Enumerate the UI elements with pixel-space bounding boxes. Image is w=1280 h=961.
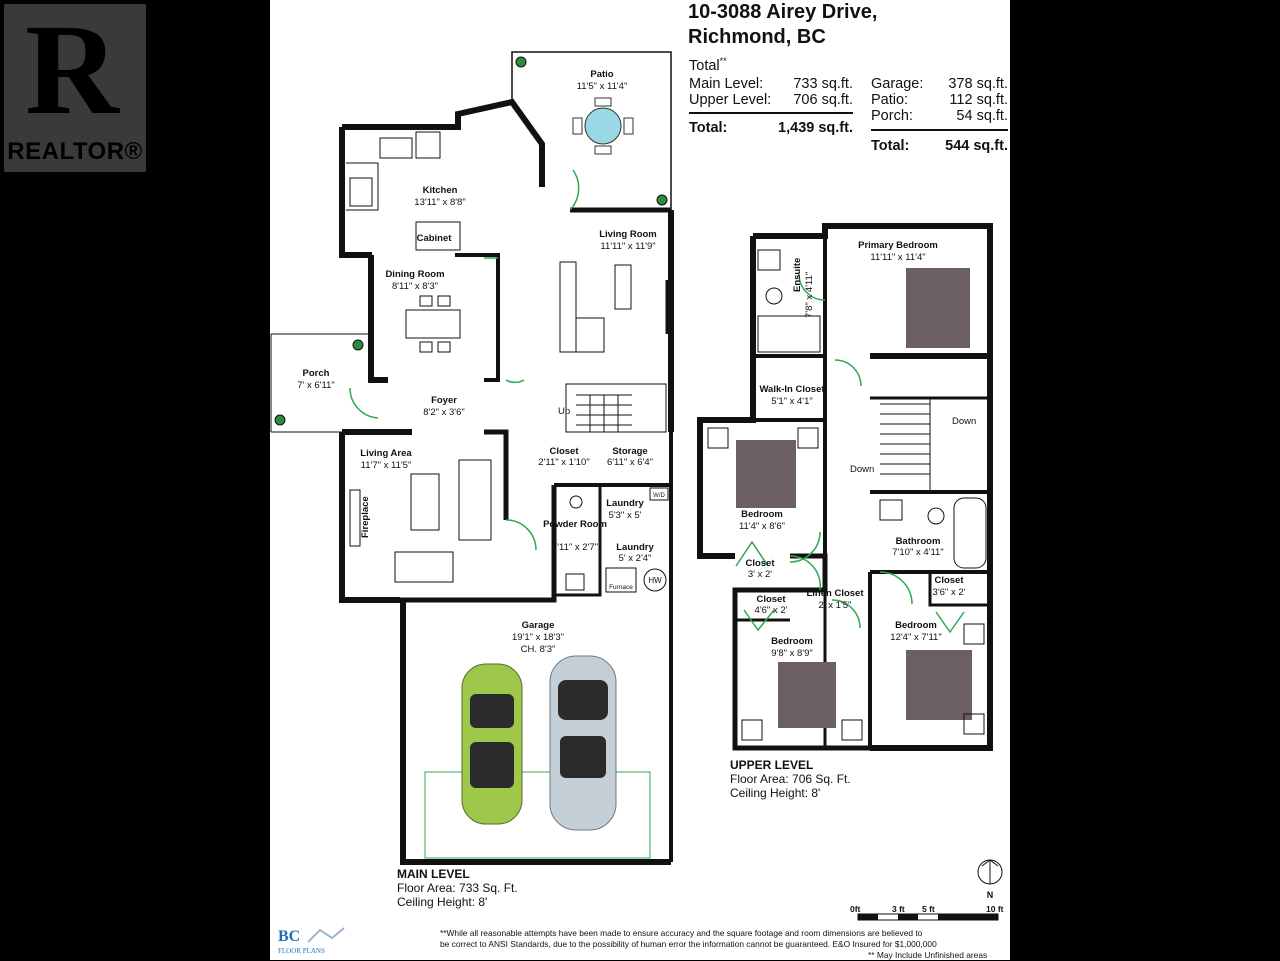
- kitchen-name: Kitchen: [422, 185, 458, 196]
- total-label: Total:: [689, 120, 728, 136]
- living-area-door: [506, 520, 536, 550]
- powder-toilet: [570, 496, 582, 508]
- laundry2-dims: 5' x 2'4": [618, 553, 652, 564]
- disclaimer-line-2: be correct to ANSI Standards, due to the possibility of human error the information cannot be guaranteed. E&O Insured for $1,000,000: [440, 939, 937, 949]
- dining-room-dims: 8'11" x 8'3": [391, 281, 439, 292]
- powder-room-name: Powder Room: [543, 519, 607, 530]
- main-doors: [350, 170, 579, 550]
- bathtub: [954, 498, 986, 568]
- garage-label: Garage:: [871, 76, 924, 92]
- dining-chair: [438, 342, 450, 352]
- closet3-name: Closet: [756, 594, 786, 605]
- nightstand: [708, 428, 728, 448]
- closet2-name: Closet: [934, 575, 964, 586]
- upper-level-heading: UPPER LEVEL: [730, 758, 814, 772]
- upper-level-plan: [700, 226, 1002, 920]
- nightstand: [798, 428, 818, 448]
- closet2-door: [936, 612, 964, 632]
- main-level-area: Floor Area: 733 Sq. Ft.: [397, 881, 518, 895]
- nightstand: [964, 624, 984, 644]
- walk-in-closet-dims: 5'1" x 4'1": [771, 396, 813, 407]
- foyer-name: Foyer: [431, 395, 457, 406]
- wd-label: W/D: [653, 493, 665, 499]
- main-level-label: Main Level:: [689, 76, 764, 92]
- main-stairs: [566, 384, 666, 432]
- upper-stairs: [880, 398, 930, 492]
- scale-label-5: 5 ft: [922, 904, 935, 914]
- patio-chair: [595, 146, 611, 154]
- kitchen-dims: 13'11" x 8'8": [414, 197, 466, 208]
- floor-plan-sheet: [270, 0, 1010, 960]
- closet3-dims: 4'6" x 2': [754, 605, 788, 616]
- ensuite-shower: [758, 316, 820, 352]
- nightstand: [742, 720, 762, 740]
- patio-dims: 11'5" x 11'4": [576, 81, 628, 92]
- realtor-logo: [0, 0, 150, 176]
- ensuite-sink: [758, 250, 780, 270]
- down-label: Down: [952, 416, 977, 427]
- extra-total-label: Total:: [871, 138, 910, 154]
- dishwasher: [416, 132, 440, 158]
- patio-chair: [595, 98, 611, 106]
- main-level-ceiling: Ceiling Height: 8': [397, 895, 488, 909]
- nightstand: [842, 720, 862, 740]
- dining-chair: [420, 342, 432, 352]
- address-line-1: 10-3088 Airey Drive,: [688, 1, 878, 23]
- realtor-letter: R: [25, 0, 119, 142]
- living-area-sofa: [395, 552, 453, 582]
- living-area-east-wall: [484, 432, 506, 520]
- patio-value: 112 sq.ft.: [949, 92, 1008, 108]
- living-sofa: [560, 262, 576, 352]
- laundry-wall: [551, 485, 600, 595]
- plant-icon: [353, 340, 363, 350]
- dining-room-name: Dining Room: [385, 269, 445, 280]
- patio-door: [570, 170, 579, 210]
- silver-car: [550, 656, 616, 830]
- primary-bedroom-dims: 11'11" x 11'4": [870, 252, 926, 263]
- bedroom3-dims: 12'4" x 7'11": [890, 632, 942, 643]
- main-level-value: 733 sq.ft.: [793, 76, 853, 92]
- garage-name: Garage: [521, 620, 555, 631]
- living-room-name: Living Room: [599, 229, 657, 240]
- storage-dims: 6'11" x 6'4": [606, 457, 654, 468]
- dining-chair: [420, 296, 432, 306]
- extra-total-value: 544 sq.ft.: [945, 138, 1008, 154]
- plant-icon: [657, 195, 667, 205]
- bedroom3-bed: [906, 650, 972, 720]
- bathroom-dims: 7'10" x 4'11": [892, 547, 944, 558]
- furnace-label: Furnace: [609, 584, 633, 591]
- bathroom-name: Bathroom: [895, 536, 941, 547]
- bedroom2-dims: 9'8" x 8'9": [771, 648, 813, 659]
- storage-name: Storage: [612, 446, 648, 457]
- patio-table: [585, 108, 621, 144]
- ensuite-name: Ensuite: [792, 257, 803, 292]
- plant-icon: [516, 57, 526, 67]
- closet1-name: Closet: [745, 558, 775, 569]
- bedroom2-bed: [778, 662, 836, 728]
- realtor-word: REALTOR®: [7, 138, 143, 165]
- upper-level-label: Upper Level:: [689, 92, 772, 108]
- garage-ceiling: CH. 8'3": [520, 644, 556, 655]
- upper-level-ceiling: Ceiling Height: 8': [730, 786, 821, 800]
- porch-door: [350, 388, 378, 418]
- patio-chair: [624, 118, 633, 134]
- upper-level-value: 706 sq.ft.: [793, 92, 853, 108]
- porch-value: 54 sq.ft.: [956, 108, 1008, 124]
- laundry1-dims: 5'3" x 5': [608, 510, 642, 521]
- fireplace-box: [350, 490, 360, 546]
- closet1-dims: 3' x 2': [747, 569, 773, 580]
- patio-name: Patio: [590, 69, 614, 80]
- bath-toilet: [928, 508, 944, 524]
- living-area-south-wall: [400, 485, 554, 600]
- upper-level-area: Floor Area: 706 Sq. Ft.: [730, 772, 851, 786]
- floor-plan-drawing: [270, 0, 1010, 960]
- walk-in-closet-name: Walk-In Closet: [759, 384, 825, 395]
- scale-label-10: 10 ft: [986, 904, 1004, 914]
- bedroom1-bed: [736, 440, 796, 508]
- up-label: Up: [558, 406, 571, 417]
- north-arrow-icon: [982, 860, 998, 884]
- total-heading: Total**: [689, 56, 727, 74]
- laundry2-name: Laundry: [616, 542, 654, 553]
- fireplace-label: Fireplace: [360, 496, 371, 538]
- bedroom1-name: Bedroom: [741, 509, 783, 520]
- dining-chair: [438, 296, 450, 306]
- upper-level-caption: [730, 758, 851, 800]
- bc-logo: BC: [278, 928, 301, 945]
- foyer-door: [506, 380, 524, 382]
- patio-label: Patio:: [871, 92, 909, 108]
- primary-bed: [906, 268, 970, 348]
- dining-table: [406, 310, 460, 338]
- ensuite-dims: 7'8" x 4'11": [804, 271, 815, 318]
- main-level-heading: MAIN LEVEL: [397, 867, 470, 881]
- living-room-dims: 11'11" x 11'9": [600, 241, 656, 252]
- living-area-name: Living Area: [360, 448, 412, 459]
- living-area-table: [411, 474, 439, 530]
- laundry1-name: Laundry: [606, 498, 644, 509]
- scale-label-3: 3 ft: [892, 904, 905, 914]
- patio-chair: [573, 118, 582, 134]
- porch-name: Porch: [302, 368, 330, 379]
- stove: [350, 178, 372, 206]
- bedroom1-dims: 11'4" x 8'6": [738, 521, 786, 532]
- green-car: [462, 664, 522, 824]
- plant-icon: [275, 415, 285, 425]
- dining-east-wall: [455, 255, 498, 380]
- living-table: [615, 265, 631, 309]
- powder-sink: [566, 574, 584, 590]
- cabinet-name: Cabinet: [416, 233, 452, 244]
- porch-label: Porch:: [871, 108, 913, 124]
- closet-dims: 2'11" x 1'10": [538, 457, 590, 468]
- closet2-dims: 3'6" x 2': [932, 587, 966, 598]
- address-line-2: Richmond, BC: [688, 26, 826, 48]
- hw-label: HW: [648, 576, 662, 585]
- garage-value: 378 sq.ft.: [948, 76, 1008, 92]
- walk-in-door: [835, 360, 861, 386]
- bedroom3-door: [880, 572, 912, 604]
- porch-dims: 7' x 6'11": [297, 380, 335, 391]
- kitchen-counter: [346, 163, 378, 210]
- scale-label-0: 0ft: [850, 904, 861, 914]
- bay-wall: [342, 102, 542, 187]
- down-label: Down: [850, 464, 875, 475]
- garage-dims: 19'1" x 18'3": [511, 632, 565, 643]
- disclaimer-line-1: **While all reasonable attempts have been made to ensure accuracy and the square footage and room dimensions are believed to: [440, 928, 923, 938]
- powder-room-dims: 7'11" x 2'7": [551, 542, 599, 553]
- linen-closet-name: Linen Closet: [806, 588, 864, 599]
- north-label: N: [986, 890, 994, 900]
- kitchen-sink: [380, 138, 412, 158]
- bath-sink: [880, 500, 902, 520]
- bc-house-icon: [306, 924, 346, 944]
- linen-closet-dims: 2' x 1'5": [818, 600, 852, 611]
- total-value: 1,439 sq.ft.: [778, 120, 853, 136]
- living-area-sofa: [459, 460, 491, 540]
- bedroom3-name: Bedroom: [895, 620, 937, 631]
- kitchen-wall: [342, 127, 372, 255]
- ensuite-toilet: [766, 288, 782, 304]
- living-chaise: [576, 318, 604, 352]
- bedroom2-name: Bedroom: [771, 636, 813, 647]
- disclaimer-line-3: ** May Include Unfinished areas: [868, 950, 988, 960]
- foyer-dims: 8'2" x 3'6": [423, 407, 465, 418]
- primary-bedroom-name: Primary Bedroom: [858, 240, 938, 251]
- main-level-caption: [397, 867, 518, 909]
- bc-logo-sub: FLOOR PLANS: [278, 947, 325, 955]
- living-area-dims: 11'7" x 11'5": [360, 460, 412, 471]
- closet-name: Closet: [549, 446, 579, 457]
